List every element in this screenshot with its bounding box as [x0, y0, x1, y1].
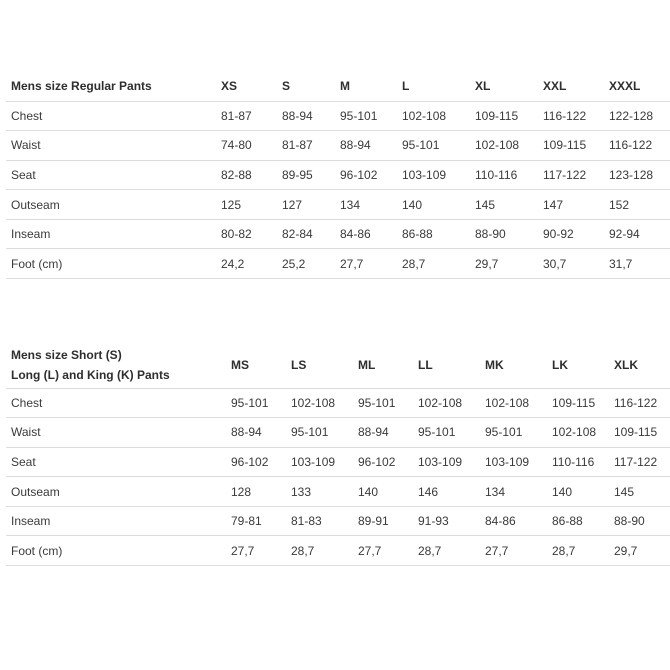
table-cell: 109-115 — [609, 418, 670, 448]
size-header: LS — [286, 342, 353, 388]
row-label: Seat — [6, 447, 226, 477]
table-cell: 117-122 — [538, 160, 604, 190]
table-cell: 95-101 — [413, 418, 480, 448]
table-cell: 103-109 — [286, 447, 353, 477]
table-cell: 29,7 — [470, 249, 538, 279]
table-cell: 31,7 — [604, 249, 670, 279]
table-cell: 110-116 — [547, 447, 609, 477]
regular-header-row — [6, 72, 670, 101]
row-label: Chest — [6, 101, 216, 131]
table-cell: 125 — [216, 190, 277, 220]
table-cell: 82-88 — [216, 160, 277, 190]
table-cell: 79-81 — [226, 506, 286, 536]
table-cell: 84-86 — [335, 219, 397, 249]
table-cell: 96-102 — [226, 447, 286, 477]
row-label: Inseam — [6, 506, 226, 536]
table-cell: 140 — [547, 477, 609, 507]
table-cell: 95-101 — [397, 131, 470, 161]
table-cell: 81-87 — [277, 131, 335, 161]
table-cell: 133 — [286, 477, 353, 507]
row-label: Foot (cm) — [6, 249, 216, 279]
table-cell: 88-94 — [277, 101, 335, 131]
table-cell: 91-93 — [413, 506, 480, 536]
row-label: Outseam — [6, 477, 226, 507]
table-cell: 25,2 — [277, 249, 335, 279]
size-header: XXXL — [604, 72, 670, 101]
table-cell: 102-108 — [480, 388, 547, 418]
table-cell: 127 — [277, 190, 335, 220]
row-label: Inseam — [6, 219, 216, 249]
size-header: XLK — [609, 342, 670, 388]
table-cell: 95-101 — [480, 418, 547, 448]
short-table-title-line2: Long (L) and King (K) Pants — [11, 367, 170, 382]
table-cell: 140 — [397, 190, 470, 220]
table-row — [6, 418, 670, 448]
table-cell: 95-101 — [335, 101, 397, 131]
size-header: M — [335, 72, 397, 101]
table-cell: 102-108 — [397, 101, 470, 131]
table-row — [6, 219, 670, 249]
table-cell: 103-109 — [413, 447, 480, 477]
size-header: LK — [547, 342, 609, 388]
table-cell: 116-122 — [604, 131, 670, 161]
table-cell: 140 — [353, 477, 413, 507]
table-row — [6, 477, 670, 507]
table-cell: 28,7 — [547, 536, 609, 566]
table-cell: 145 — [609, 477, 670, 507]
size-header: XS — [216, 72, 277, 101]
table-cell: 147 — [538, 190, 604, 220]
table-cell: 102-108 — [547, 418, 609, 448]
table-cell: 145 — [470, 190, 538, 220]
table-cell: 80-82 — [216, 219, 277, 249]
table-row — [6, 101, 670, 131]
table-cell: 27,7 — [353, 536, 413, 566]
table-row — [6, 447, 670, 477]
row-label: Waist — [6, 131, 216, 161]
table-cell: 86-88 — [547, 506, 609, 536]
table-cell: 152 — [604, 190, 670, 220]
size-header: S — [277, 72, 335, 101]
table-cell: 134 — [335, 190, 397, 220]
regular-pants-size-table — [6, 72, 670, 279]
row-label: Chest — [6, 388, 226, 418]
table-cell: 102-108 — [470, 131, 538, 161]
table-cell: 109-115 — [470, 101, 538, 131]
table-cell: 27,7 — [480, 536, 547, 566]
table-row — [6, 506, 670, 536]
table-cell: 134 — [480, 477, 547, 507]
table-cell: 28,7 — [397, 249, 470, 279]
table-cell: 88-94 — [353, 418, 413, 448]
size-header: MK — [480, 342, 547, 388]
size-header: ML — [353, 342, 413, 388]
table-row — [6, 388, 670, 418]
table-cell: 103-109 — [480, 447, 547, 477]
table-cell: 90-92 — [538, 219, 604, 249]
table-cell: 116-122 — [609, 388, 670, 418]
table-cell: 146 — [413, 477, 480, 507]
row-label: Seat — [6, 160, 216, 190]
table-cell: 82-84 — [277, 219, 335, 249]
table-cell: 27,7 — [335, 249, 397, 279]
table-cell: 95-101 — [286, 418, 353, 448]
table-cell: 102-108 — [286, 388, 353, 418]
table-cell: 123-128 — [604, 160, 670, 190]
table-cell: 74-80 — [216, 131, 277, 161]
table-cell: 81-83 — [286, 506, 353, 536]
table-cell: 109-115 — [538, 131, 604, 161]
table-cell: 109-115 — [547, 388, 609, 418]
short-table-title-line1: Mens size Short (S) — [11, 347, 122, 362]
table-cell: 27,7 — [226, 536, 286, 566]
table-cell: 89-91 — [353, 506, 413, 536]
table-cell: 116-122 — [538, 101, 604, 131]
size-header: L — [397, 72, 470, 101]
table-cell: 110-116 — [470, 160, 538, 190]
table-row — [6, 249, 670, 279]
regular-table-title: Mens size Regular Pants — [6, 72, 216, 101]
size-header: LL — [413, 342, 480, 388]
table-cell: 88-94 — [335, 131, 397, 161]
row-label: Waist — [6, 418, 226, 448]
table-cell: 103-109 — [397, 160, 470, 190]
table-cell: 29,7 — [609, 536, 670, 566]
table-cell: 95-101 — [226, 388, 286, 418]
short-header-row — [6, 342, 670, 388]
table-row — [6, 160, 670, 190]
table-cell: 28,7 — [286, 536, 353, 566]
table-cell: 96-102 — [353, 447, 413, 477]
size-header: MS — [226, 342, 286, 388]
table-cell: 24,2 — [216, 249, 277, 279]
table-cell: 117-122 — [609, 447, 670, 477]
short-table-title — [6, 342, 226, 388]
table-row — [6, 131, 670, 161]
table-cell: 88-90 — [609, 506, 670, 536]
table-cell: 28,7 — [413, 536, 480, 566]
table-cell: 88-94 — [226, 418, 286, 448]
row-label: Outseam — [6, 190, 216, 220]
table-cell: 102-108 — [413, 388, 480, 418]
table-cell: 30,7 — [538, 249, 604, 279]
row-label: Foot (cm) — [6, 536, 226, 566]
table-cell: 92-94 — [604, 219, 670, 249]
short-long-king-pants-size-table — [6, 342, 670, 566]
table-cell: 88-90 — [470, 219, 538, 249]
table-cell: 84-86 — [480, 506, 547, 536]
table-cell: 122-128 — [604, 101, 670, 131]
table-cell: 89-95 — [277, 160, 335, 190]
table-row — [6, 190, 670, 220]
table-cell: 86-88 — [397, 219, 470, 249]
table-cell: 128 — [226, 477, 286, 507]
table-cell: 96-102 — [335, 160, 397, 190]
table-cell: 95-101 — [353, 388, 413, 418]
size-header: XXL — [538, 72, 604, 101]
table-row — [6, 536, 670, 566]
size-header: XL — [470, 72, 538, 101]
table-cell: 81-87 — [216, 101, 277, 131]
